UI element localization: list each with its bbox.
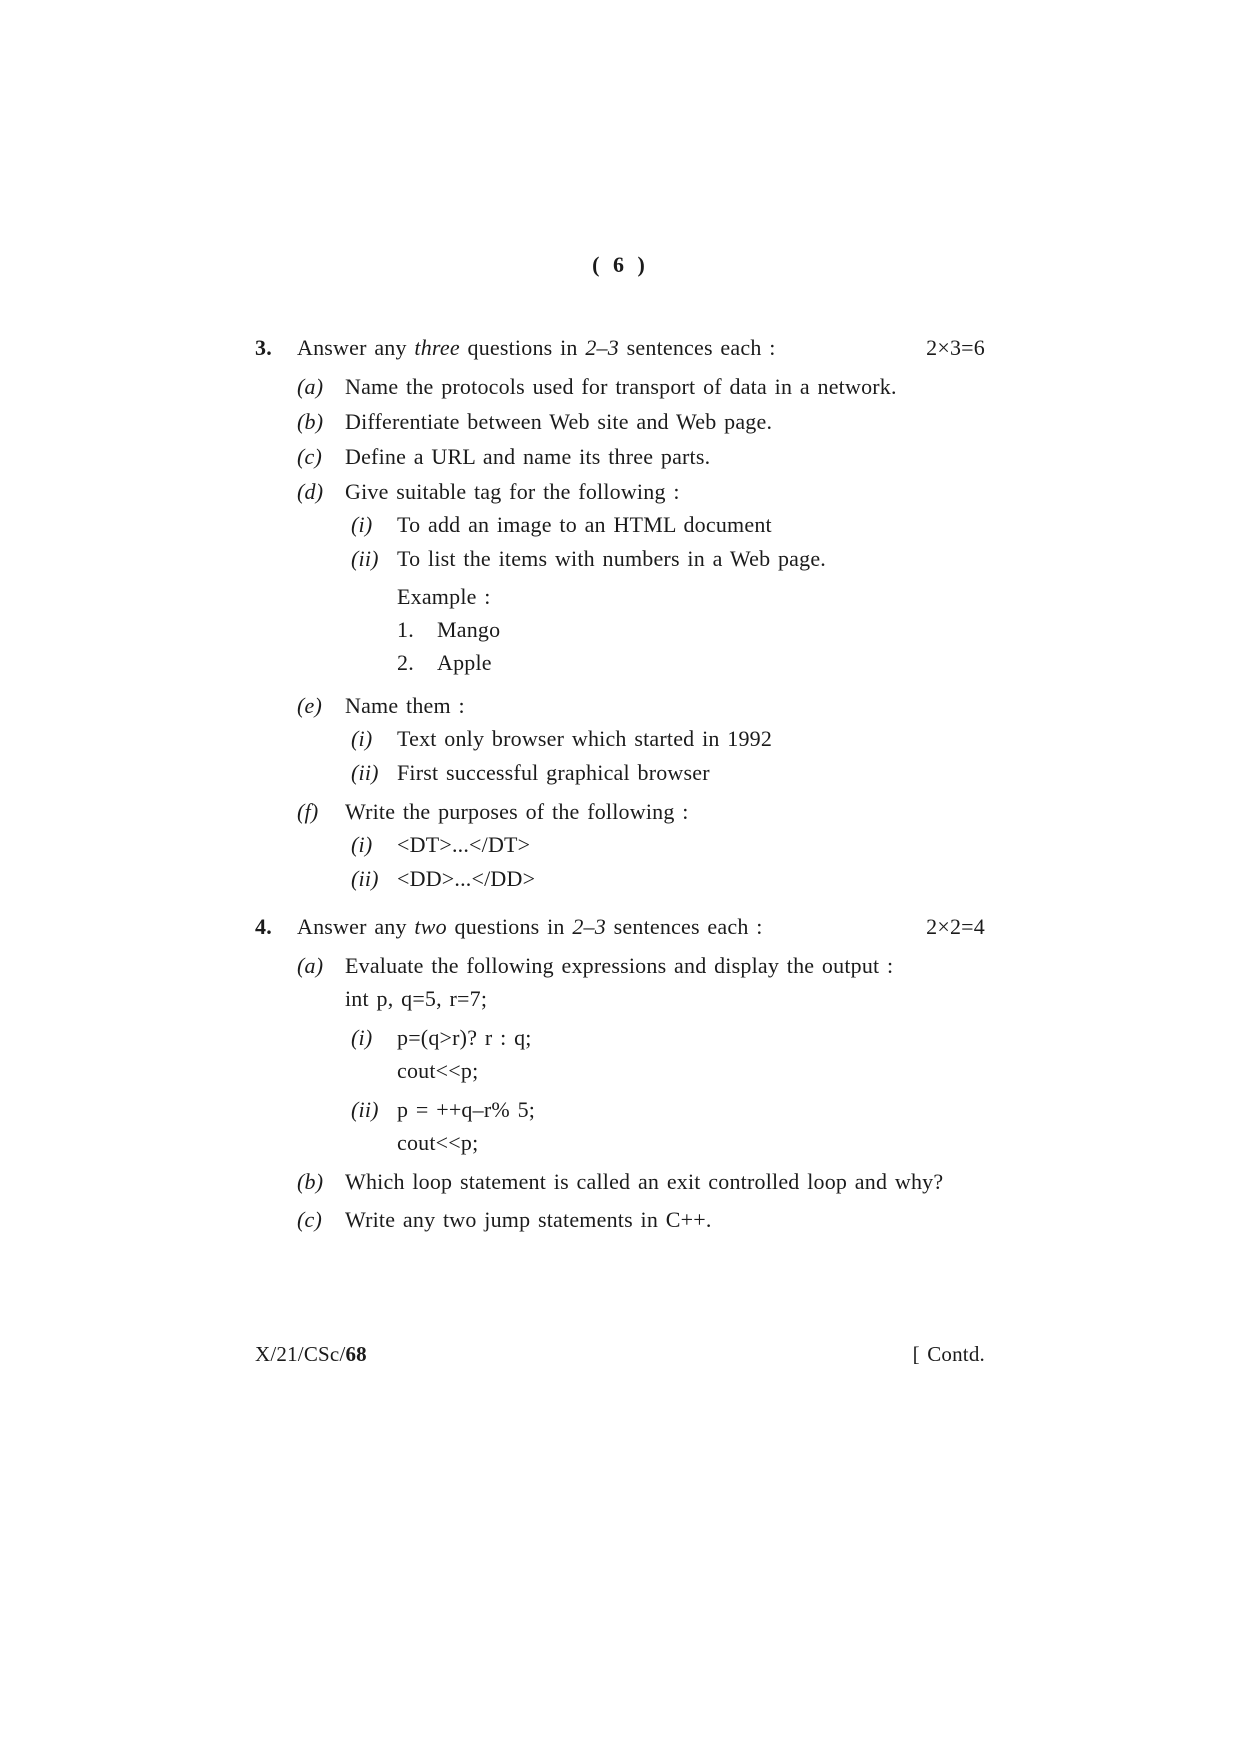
example-item xyxy=(397,646,985,679)
question-4-heading xyxy=(255,910,985,943)
sub-question-text: Name the protocols used for transport of data in a network. xyxy=(345,374,897,399)
subsub-item-i xyxy=(351,828,985,861)
subsub-text: First successful graphical browser xyxy=(397,760,710,785)
subsub-item-i xyxy=(351,722,985,755)
marks-value: 2×2=4 xyxy=(926,914,985,939)
intro-emphasis: three xyxy=(414,335,460,360)
intro-text: Answer any xyxy=(297,914,415,939)
example-title: Example : xyxy=(397,584,491,609)
subsub-item-ii xyxy=(351,756,985,789)
sub-question-text: Which loop statement is called an exit controlled loop and why? xyxy=(345,1169,944,1194)
sub-question-text: Differentiate between Web site and Web page. xyxy=(345,409,773,434)
subsub-label: (ii) xyxy=(351,1097,379,1122)
paper-code xyxy=(255,1338,367,1371)
sub-question-label: (f) xyxy=(297,799,319,824)
intro-text: sentences each : xyxy=(605,914,763,939)
subsub-item-ii xyxy=(351,1093,985,1159)
subsub-item-i xyxy=(351,508,985,541)
sub-question-a xyxy=(297,370,985,403)
subsub-text: Text only browser which started in 1992 xyxy=(397,726,773,751)
subsub-text: To list the items with numbers in a Web page. xyxy=(397,546,826,571)
example-item-text: Mango xyxy=(437,617,501,642)
example-item xyxy=(397,613,985,646)
sub-question-b xyxy=(297,405,985,438)
intro-text: questions in xyxy=(459,335,586,360)
contd-label: [ Contd. xyxy=(912,1342,985,1366)
sub-question-label: (a) xyxy=(297,374,324,399)
code-line: p=(q>r)? r : q; xyxy=(397,1025,532,1050)
intro-text: Answer any xyxy=(297,335,415,360)
marks-value: 2×3=6 xyxy=(926,335,985,360)
code-line: p = ++q–r% 5; xyxy=(397,1097,536,1122)
sub-question-label: (b) xyxy=(297,409,324,434)
sub-question-text: Evaluate the following expressions and display the output : xyxy=(345,953,894,978)
subsub-label: (i) xyxy=(351,726,373,751)
sub-question-c xyxy=(297,1203,985,1236)
sub-question-label: (c) xyxy=(297,1207,323,1232)
sub-question-text: Give suitable tag for the following : xyxy=(345,479,680,504)
code-line: cout<<p; xyxy=(397,1058,479,1083)
subsub-text: <DT>...</DT> xyxy=(397,832,531,857)
question-4 xyxy=(255,910,985,1236)
sub-question-e xyxy=(297,689,985,790)
sub-question-text: Write the purposes of the following : xyxy=(345,799,689,824)
intro-emphasis: 2–3 xyxy=(585,335,619,360)
subsub-item-ii xyxy=(351,862,985,895)
sub-question-b xyxy=(297,1165,985,1198)
subsub-label: (i) xyxy=(351,512,373,537)
sub-question-label: (e) xyxy=(297,693,323,718)
example-block xyxy=(397,580,985,679)
question-3-heading xyxy=(255,331,985,364)
question-3 xyxy=(255,331,985,896)
question-intro xyxy=(297,910,763,943)
sub-question-label: (d) xyxy=(297,479,324,504)
question-number: 3. xyxy=(255,335,272,360)
subsub-item-ii xyxy=(351,542,985,575)
subsub-text: <DD>...</DD> xyxy=(397,866,536,891)
subsub-item-i xyxy=(351,1021,985,1087)
question-intro xyxy=(297,331,776,364)
intro-text: questions in xyxy=(446,914,573,939)
sub-question-label: (c) xyxy=(297,444,323,469)
subsub-label: (i) xyxy=(351,1025,373,1050)
sub-question-label: (a) xyxy=(297,953,324,978)
example-item-number: 1. xyxy=(397,617,414,642)
example-item-number: 2. xyxy=(397,650,414,675)
sub-question-text: Write any two jump statements in C++. xyxy=(345,1207,712,1232)
code-line: int p, q=5, r=7; xyxy=(345,986,488,1011)
code-line: cout<<p; xyxy=(397,1130,479,1155)
paper-code-bold: 68 xyxy=(345,1342,367,1366)
sub-question-c xyxy=(297,440,985,473)
subsub-text: To add an image to an HTML document xyxy=(397,512,772,537)
sub-question-a xyxy=(297,949,985,1160)
page-footer xyxy=(255,1338,985,1371)
intro-emphasis: two xyxy=(414,914,447,939)
intro-text: sentences each : xyxy=(618,335,776,360)
subsub-label: (ii) xyxy=(351,866,379,891)
sub-question-label: (b) xyxy=(297,1169,324,1194)
question-number: 4. xyxy=(255,914,272,939)
sub-question-f xyxy=(297,795,985,896)
subsub-label: (ii) xyxy=(351,546,379,571)
page-number: ( 6 ) xyxy=(592,252,648,277)
intro-emphasis: 2–3 xyxy=(572,914,606,939)
sub-question-text: Define a URL and name its three parts. xyxy=(345,444,711,469)
sub-question-d xyxy=(297,475,985,684)
sub-question-text: Name them : xyxy=(345,693,465,718)
example-item-text: Apple xyxy=(437,650,492,675)
subsub-label: (i) xyxy=(351,832,373,857)
subsub-label: (ii) xyxy=(351,760,379,785)
paper-code-prefix: X/21/CSc/ xyxy=(255,1342,346,1366)
